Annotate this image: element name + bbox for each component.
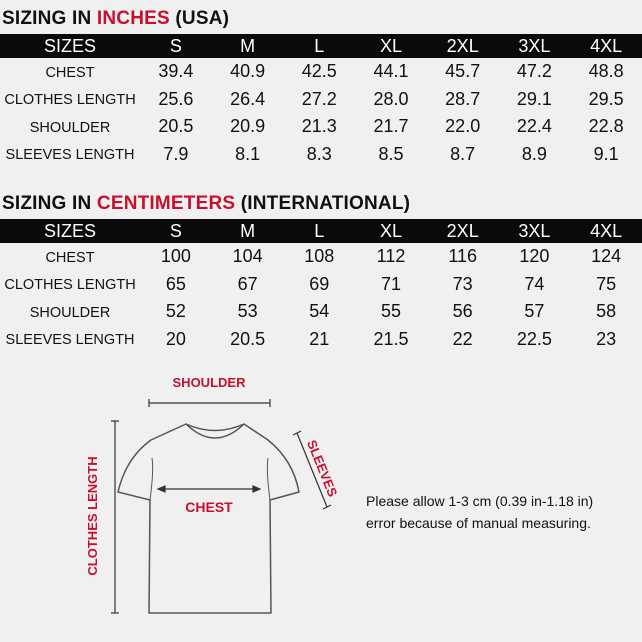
cell-value: 22.0 xyxy=(445,116,481,137)
cell-value: 42.5 xyxy=(301,61,337,82)
row-label: CLOTHES LENGTH xyxy=(4,92,136,109)
cell-value: 55 xyxy=(380,301,401,322)
cm-title-prefix: SIZING IN xyxy=(2,193,97,214)
cell-value: 112 xyxy=(376,246,406,267)
note-line-1: Please allow 1-3 cm (0.39 in-1.18 in) xyxy=(366,493,594,509)
cell-value: 8.1 xyxy=(235,143,261,164)
cell-value: 57 xyxy=(524,301,545,322)
measurement-note xyxy=(366,490,593,534)
table-row xyxy=(0,326,642,354)
cell-value: 20.9 xyxy=(230,116,266,137)
cell-value: 48.8 xyxy=(588,61,624,82)
cell-value: 53 xyxy=(237,301,258,322)
row-label: SLEEVES LENGTH xyxy=(5,147,135,164)
inches-header-2xl: 2XL xyxy=(427,34,499,58)
shoulder-measure-line xyxy=(149,399,270,407)
cell-value: 58 xyxy=(596,301,617,322)
inches-size-table xyxy=(0,34,642,168)
cell-value: 39.4 xyxy=(158,61,194,82)
cm-header-2xl: 2XL xyxy=(427,219,499,243)
table-row xyxy=(0,86,642,114)
inches-header-row xyxy=(0,34,642,58)
cell-value: 22.5 xyxy=(516,328,552,349)
cell-value: 52 xyxy=(165,301,186,322)
centimeters-section-title xyxy=(2,193,410,215)
inches-title-prefix: SIZING IN xyxy=(2,8,97,29)
note-line-2: error because of manual measuring. xyxy=(366,515,591,531)
clothes-length-label: CLOTHES LENGTH xyxy=(85,456,100,576)
cell-value: 54 xyxy=(309,301,330,322)
inches-header-3xl: 3XL xyxy=(499,34,571,58)
cm-header-row xyxy=(0,219,642,243)
tshirt-icon xyxy=(118,424,299,613)
cm-header-m: M xyxy=(212,219,284,243)
inches-title-suffix: (USA) xyxy=(169,8,230,29)
cell-value: 20.5 xyxy=(230,328,266,349)
cell-value: 124 xyxy=(591,246,622,267)
cell-value: 71 xyxy=(380,273,401,294)
cell-value: 75 xyxy=(596,273,617,294)
row-label: CLOTHES LENGTH xyxy=(4,277,136,294)
cell-value: 100 xyxy=(160,246,191,267)
cell-value: 22 xyxy=(452,328,473,349)
cell-value: 22.4 xyxy=(516,116,552,137)
centimeters-size-table xyxy=(0,219,642,353)
cell-value: 8.7 xyxy=(450,143,476,164)
cell-value: 21.7 xyxy=(373,116,409,137)
cell-value: 23 xyxy=(596,328,617,349)
cell-value: 27.2 xyxy=(301,88,337,109)
cell-value: 8.5 xyxy=(378,143,404,164)
cell-value: 21.5 xyxy=(373,328,409,349)
row-label: SLEEVES LENGTH xyxy=(5,332,135,349)
table-row xyxy=(0,271,642,299)
cell-value: 20.5 xyxy=(158,116,194,137)
cm-header-s: S xyxy=(140,219,212,243)
cell-value: 56 xyxy=(452,301,473,322)
cm-header-sizes: SIZES xyxy=(0,219,140,243)
cell-value: 40.9 xyxy=(230,61,266,82)
inches-section-title xyxy=(2,8,229,30)
inches-header-sizes: SIZES xyxy=(0,34,140,58)
inches-title-highlight: INCHES xyxy=(96,8,170,29)
cm-header-4xl: 4XL xyxy=(570,219,642,243)
cell-value: 8.3 xyxy=(306,143,332,164)
table-row xyxy=(0,58,642,86)
row-label: CHEST xyxy=(45,64,95,81)
inches-header-l: L xyxy=(283,34,355,58)
cell-value: 21.3 xyxy=(301,116,337,137)
cell-value: 25.6 xyxy=(158,88,194,109)
cell-value: 45.7 xyxy=(445,61,481,82)
cell-value: 108 xyxy=(304,246,335,267)
table-row xyxy=(0,243,642,271)
cell-value: 73 xyxy=(452,273,473,294)
cm-title-highlight: CENTIMETERS xyxy=(96,193,236,214)
cm-header-l: L xyxy=(283,219,355,243)
cm-title-suffix: (INTERNATIONAL) xyxy=(235,193,411,214)
cell-value: 9.1 xyxy=(593,143,619,164)
cell-value: 8.9 xyxy=(521,143,547,164)
cell-value: 20 xyxy=(165,328,186,349)
measurement-diagram xyxy=(0,360,360,642)
cell-value: 21 xyxy=(309,328,330,349)
row-label: SHOULDER xyxy=(29,119,111,136)
cell-value: 74 xyxy=(524,273,545,294)
inches-header-xl: XL xyxy=(355,34,427,58)
table-row xyxy=(0,298,642,326)
inches-header-m: M xyxy=(212,34,284,58)
cell-value: 22.8 xyxy=(588,116,624,137)
length-measure-line xyxy=(111,421,119,613)
cell-value: 120 xyxy=(519,246,550,267)
inches-header-s: S xyxy=(140,34,212,58)
cell-value: 69 xyxy=(309,273,330,294)
cell-value: 104 xyxy=(232,246,263,267)
cell-value: 26.4 xyxy=(230,88,266,109)
cell-value: 67 xyxy=(237,273,258,294)
cell-value: 29.5 xyxy=(588,88,624,109)
row-label: CHEST xyxy=(45,249,95,266)
row-label: SHOULDER xyxy=(29,304,111,321)
cell-value: 47.2 xyxy=(516,61,552,82)
table-row xyxy=(0,113,642,141)
inches-header-4xl: 4XL xyxy=(570,34,642,58)
cm-header-3xl: 3XL xyxy=(499,219,571,243)
shoulder-label: SHOULDER xyxy=(172,375,246,390)
cell-value: 65 xyxy=(165,273,186,294)
cell-value: 44.1 xyxy=(373,61,409,82)
cell-value: 116 xyxy=(448,246,478,267)
cell-value: 7.9 xyxy=(163,143,189,164)
cm-header-xl: XL xyxy=(355,219,427,243)
table-row xyxy=(0,141,642,169)
sleeves-label: SLEEVES xyxy=(303,437,341,499)
cell-value: 28.7 xyxy=(445,88,481,109)
cell-value: 28.0 xyxy=(373,88,409,109)
chest-label: CHEST xyxy=(185,499,233,515)
cell-value: 29.1 xyxy=(516,88,552,109)
